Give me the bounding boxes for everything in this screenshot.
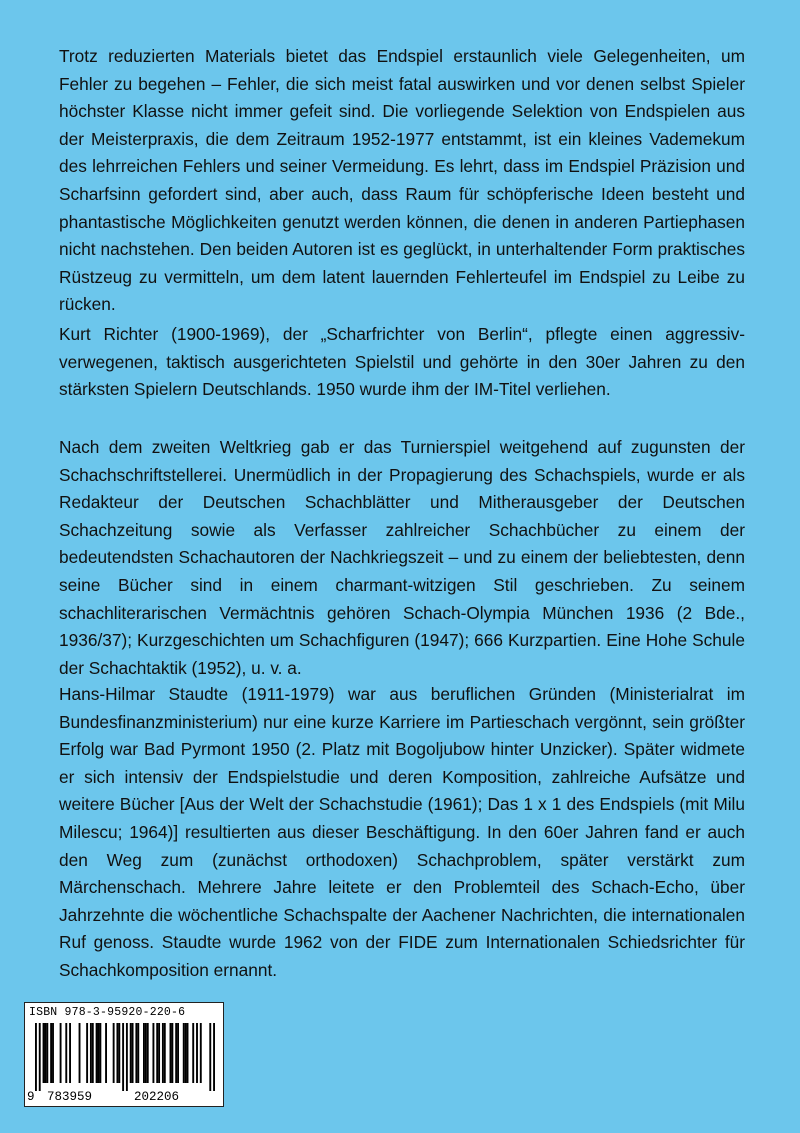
barcode-bar	[183, 1023, 185, 1083]
barcode-bar	[69, 1023, 71, 1083]
barcode-bar	[118, 1023, 120, 1083]
barcode-bar	[105, 1023, 107, 1083]
barcode-bar	[60, 1023, 62, 1083]
bio-paragraph-staudte: Hans-Hilmar Staudte (1911-1979) war aus beruflichen Gründen (Ministerialrat im Bundesfinanzministerium) nur eine kurze Karriere im Partieschach vergönnt, sein größter Erfolg war Bad Pyrmont 1950 (2. Platz mit Bogoljubow hinter Unzicker). Später widmete er sich intensiv der Endspielstudie und deren Komposition, zahlreiche Aufsätze und weitere Bücher [Aus der Welt der Schachstudie (1961); Das 1 x 1 des Endspiels (mit Milu Milescu; 1964)] resultierten aus dieser Beschäftigung. In den 60er Jahren fand er auch den Weg zum (zunächst orthodoxen) Schachproblem, später verstärkt zum Märchenschach. Mehrere Jahre leitete er den Problemteil des Schach-Echo, über Jahrzehnte die wöchentliche Schachspalte der Aachener Nachrichten, die internationalen Ruf genoss. Staudte wurde 1962 von der FIDE zum Internationalen Schiedsrichter für Schachkomposition ernannt.	[59, 684, 745, 980]
bio-paragraph-richter: Kurt Richter (1900-1969), der „Scharfrichter von Berlin“, pflegte einen aggressiv-verwegenen, taktisch ausgerichteten Spielstil und gehörte in den 30er Jahren zu den stärksten Spielern Deutschlands. 1950 wurde ihm der IM-Titel verliehen.	[59, 324, 745, 400]
barcode-bar	[65, 1023, 67, 1083]
barcode-bar	[162, 1023, 164, 1083]
barcode-bar	[86, 1023, 88, 1083]
barcode-bar	[46, 1023, 48, 1083]
barcode-bar	[43, 1023, 45, 1083]
barcode-bar	[143, 1023, 145, 1083]
barcode-bar	[187, 1023, 189, 1083]
barcode-bar	[39, 1023, 41, 1091]
barcode-bar	[175, 1023, 177, 1083]
ean-left-group: 783959	[47, 1090, 93, 1104]
barcode-bar	[156, 1023, 158, 1083]
barcode-bar	[44, 1023, 46, 1083]
barcode-bar	[130, 1023, 132, 1083]
barcode-bar	[158, 1023, 160, 1083]
barcode-bar	[122, 1023, 124, 1091]
barcode-bar	[196, 1023, 198, 1083]
barcode-bar	[52, 1023, 54, 1083]
barcode-bar	[79, 1023, 81, 1083]
ean-first-digit: 9	[27, 1090, 35, 1104]
barcode-bar	[164, 1023, 166, 1083]
barcode-bar	[113, 1023, 115, 1083]
barcode-bar	[98, 1023, 100, 1083]
isbn-barcode	[24, 1002, 224, 1107]
barcode-bar	[171, 1023, 173, 1083]
barcode-bar	[96, 1023, 98, 1083]
barcode-bar	[35, 1023, 37, 1091]
barcode-bar	[50, 1023, 52, 1083]
barcode-bar	[90, 1023, 92, 1083]
isbn-label: ISBN 978-3-95920-220-6	[29, 1006, 186, 1019]
barcode-bar	[99, 1023, 101, 1083]
barcode-bar	[132, 1023, 134, 1083]
barcode-bar	[92, 1023, 94, 1083]
barcode-bar	[126, 1023, 128, 1091]
barcode-bar	[213, 1023, 215, 1091]
barcode-bar	[177, 1023, 179, 1083]
barcode-bar	[185, 1023, 187, 1083]
barcode-bar	[209, 1023, 211, 1091]
bio-paragraph-richter-career: Nach dem zweiten Weltkrieg gab er das Turnierspiel weitgehend auf zugunsten der Schachschriftstellerei. Unermüdlich in der Propagierung des Schachspiels, wurde er als Redakteur der Deutschen Schachblätter und Mitherausgeber der Deutschen Schachzeitung sowie als Verfasser zahlreicher Schachbücher zu einem der bedeutendsten Schachautoren der Nachkriegszeit – und zu einem der beliebtesten, denn seine Bücher sind in einem charmant-witzigen Stil geschrieben. Zu seinem schachliterarischen Vermächtnis gehören Schach-Olympia München 1936 (2 Bde., 1936/37); Kurzgeschichten um Schachfiguren (1947); 666 Kurzpartien. Eine Hohe Schule der Schachtaktik (1952), u. v. a.	[59, 437, 745, 678]
barcode-bar	[145, 1023, 147, 1083]
barcode-bar	[152, 1023, 154, 1083]
barcode-bar	[192, 1023, 194, 1083]
barcode-bar	[200, 1023, 202, 1083]
barcode-bar	[147, 1023, 149, 1083]
barcode-bar	[135, 1023, 137, 1083]
barcode-bars	[35, 1023, 215, 1091]
barcode-bar	[137, 1023, 139, 1083]
barcode-bar	[116, 1023, 118, 1083]
blurb-paragraph-intro: Trotz reduzierten Materials bietet das Endspiel erstaunlich viele Gelegenheiten, um Fehler zu begehen – Fehler, die sich meist fatal auswirken und vor denen selbst Spieler höchster Klasse nicht immer gefeit sind. Die vorliegende Selektion von Endspielen aus der Meisterpraxis, die dem Zeitraum 1952-1977 entstammt, ist ein kleines Vademekum des lehrreichen Fehlers und seiner Vermeidung. Es lehrt, dass im Endspiel Präzision und Scharfsinn gefordert sind, aber auch, dass Raum für schöpferische Ideen besteht und phantastische Möglichkeiten genutzt werden können, die denen in anderen Partiephasen nicht nachstehen. Den beiden Autoren ist es geglückt, in unterhaltender Form praktisches Rüstzeug zu vermitteln, um dem latent lauernden Fehlerteufel im Endspiel zu Leibe zu rücken.	[59, 46, 745, 315]
barcode-bar	[170, 1023, 172, 1083]
ean-right-group: 202206	[134, 1090, 180, 1104]
